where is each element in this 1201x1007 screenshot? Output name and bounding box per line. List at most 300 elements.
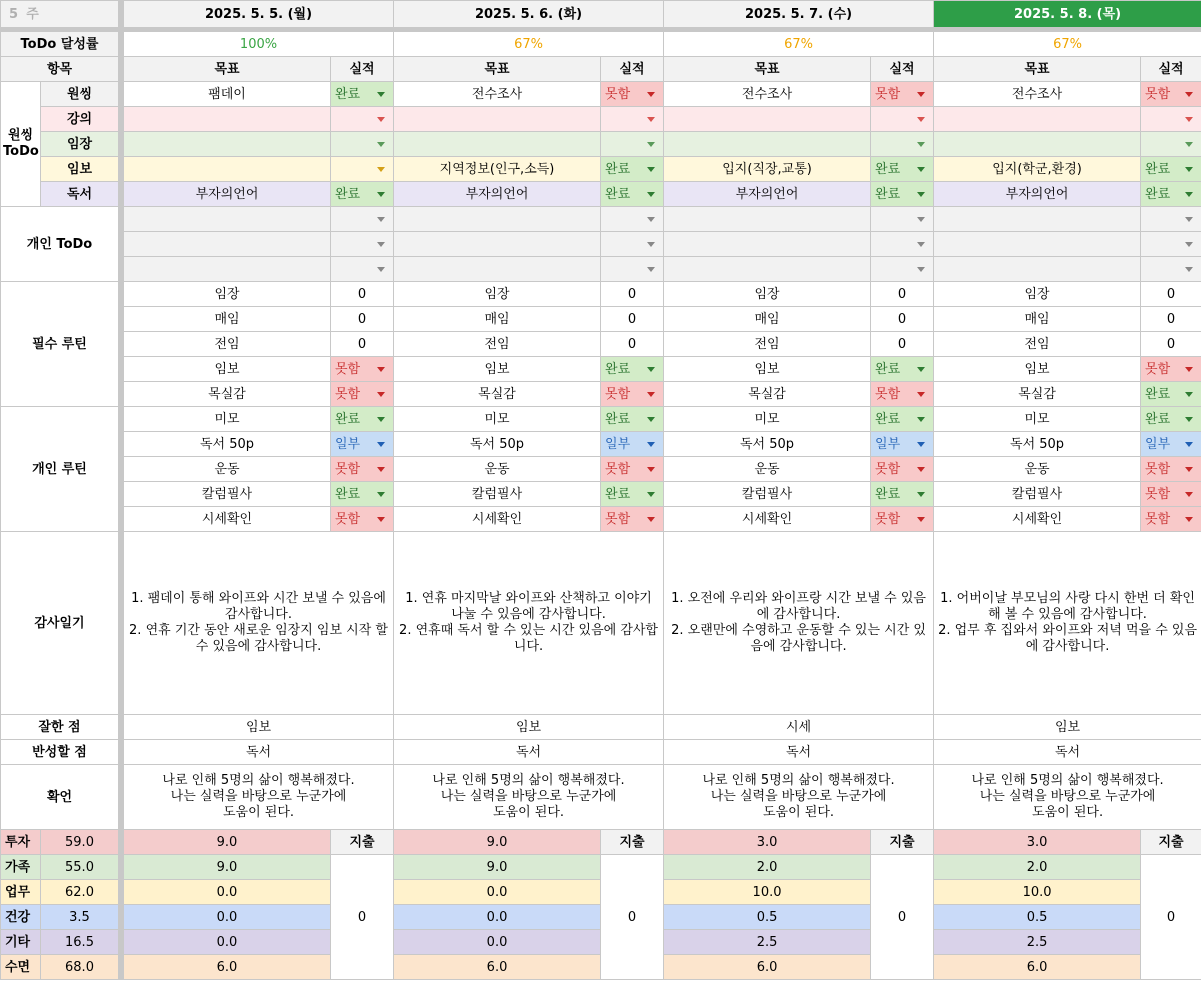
goal-cell[interactable] (394, 207, 601, 232)
routine-count[interactable]: 0 (601, 282, 664, 307)
status-dropdown[interactable] (871, 207, 934, 232)
goal-cell[interactable]: 팸데이 (124, 82, 331, 107)
status-dropdown[interactable] (331, 482, 394, 507)
good-value[interactable]: 임보 (934, 715, 1201, 740)
chevron-down-icon[interactable] (377, 217, 385, 222)
todo-rate-label: ToDo 달성률 (1, 32, 119, 57)
routine-name: 임장 (124, 282, 331, 307)
finance-value[interactable]: 2.0 (664, 855, 871, 880)
routine-count[interactable]: 0 (331, 332, 394, 357)
chevron-down-icon[interactable] (917, 242, 925, 247)
week-cell[interactable] (1, 1, 119, 28)
goal-cell[interactable] (124, 132, 331, 157)
finance-value[interactable]: 0.0 (394, 880, 601, 905)
good-value[interactable]: 임보 (124, 715, 394, 740)
status-dropdown[interactable] (331, 357, 394, 382)
result-header: 실적 (871, 57, 934, 82)
chevron-down-icon[interactable] (377, 117, 385, 122)
routine-name: 칼럼필사 (934, 482, 1141, 507)
goal-cell[interactable] (124, 157, 331, 182)
status-value: 못함 (875, 511, 901, 527)
status-dropdown[interactable] (331, 82, 394, 107)
finance-value[interactable]: 6.0 (934, 955, 1141, 980)
chevron-down-icon[interactable] (647, 467, 655, 472)
status-dropdown[interactable] (1141, 357, 1201, 382)
routine-name: 미모 (394, 407, 601, 432)
expense-value[interactable]: 0 (331, 855, 394, 980)
status-dropdown[interactable] (331, 257, 394, 282)
chevron-down-icon[interactable] (647, 167, 655, 172)
routine-name: 임보 (124, 357, 331, 382)
routine-count[interactable]: 0 (871, 332, 934, 357)
status-dropdown[interactable] (871, 157, 934, 182)
chevron-down-icon[interactable] (377, 92, 385, 97)
chevron-down-icon[interactable] (917, 367, 925, 372)
chevron-down-icon[interactable] (917, 492, 925, 497)
goal-cell[interactable]: 입지(직장,교통) (664, 157, 871, 182)
status-dropdown[interactable] (871, 132, 934, 157)
chevron-down-icon[interactable] (1185, 417, 1193, 422)
chevron-down-icon[interactable] (917, 142, 925, 147)
chevron-down-icon[interactable] (647, 392, 655, 397)
status-dropdown[interactable] (1141, 232, 1201, 257)
status-dropdown[interactable] (331, 132, 394, 157)
todo-rate-value: 67% (934, 32, 1201, 57)
finance-value[interactable]: 0.5 (934, 905, 1141, 930)
goal-cell[interactable] (664, 207, 871, 232)
status-dropdown[interactable] (1141, 257, 1201, 282)
routine-name: 임보 (664, 357, 871, 382)
goal-header: 목표 (124, 57, 331, 82)
chevron-down-icon[interactable] (647, 367, 655, 372)
reflect-value[interactable]: 독서 (124, 740, 394, 765)
wonssing-group-label: 원씽 ToDo (1, 82, 41, 207)
status-dropdown[interactable] (871, 432, 934, 457)
routine-name: 전임 (664, 332, 871, 357)
status-value: 못함 (1145, 461, 1171, 477)
status-value: 완료 (605, 186, 631, 202)
status-dropdown[interactable] (331, 207, 394, 232)
goal-cell[interactable] (664, 232, 871, 257)
finance-total: 16.5 (41, 930, 119, 955)
status-dropdown[interactable] (1141, 82, 1201, 107)
chevron-down-icon[interactable] (647, 267, 655, 272)
routine-name: 임장 (664, 282, 871, 307)
expense-value[interactable]: 0 (601, 855, 664, 980)
finance-value[interactable]: 0.5 (664, 905, 871, 930)
chevron-down-icon[interactable] (917, 117, 925, 122)
status-dropdown[interactable] (601, 107, 664, 132)
routine-count[interactable]: 0 (871, 307, 934, 332)
finance-category: 건강 (1, 905, 41, 930)
chevron-down-icon[interactable] (917, 267, 925, 272)
status-dropdown[interactable] (601, 182, 664, 207)
chevron-down-icon[interactable] (917, 417, 925, 422)
expense-header: 지출 (331, 830, 394, 855)
diary-cell[interactable] (934, 532, 1201, 715)
diary-cell[interactable] (124, 532, 394, 715)
chevron-down-icon[interactable] (917, 92, 925, 97)
chevron-down-icon[interactable] (1185, 467, 1193, 472)
goal-cell[interactable] (664, 257, 871, 282)
chevron-down-icon[interactable] (917, 517, 925, 522)
chevron-down-icon[interactable] (647, 192, 655, 197)
chevron-down-icon[interactable] (917, 392, 925, 397)
wonssing-row-label: 임보 (41, 157, 119, 182)
affirmation-line: 도움이 된다. (222, 805, 295, 820)
chevron-down-icon[interactable] (917, 467, 925, 472)
status-dropdown[interactable] (1141, 482, 1201, 507)
reflect-value[interactable]: 독서 (394, 740, 664, 765)
status-value: 완료 (335, 411, 361, 427)
routine-count[interactable]: 0 (331, 282, 394, 307)
goal-cell[interactable] (394, 107, 601, 132)
status-value: 완료 (605, 411, 631, 427)
chevron-down-icon[interactable] (917, 167, 925, 172)
goal-cell[interactable] (934, 107, 1141, 132)
wonssing-row-label: 임장 (41, 132, 119, 157)
chevron-down-icon[interactable] (1185, 192, 1193, 197)
status-dropdown[interactable] (871, 482, 934, 507)
status-dropdown[interactable] (601, 232, 664, 257)
chevron-down-icon[interactable] (1185, 92, 1193, 97)
finance-category: 수면 (1, 955, 41, 980)
goal-cell[interactable]: 전수조사 (394, 82, 601, 107)
result-header: 실적 (331, 57, 394, 82)
week-unit: 주 (26, 6, 39, 22)
finance-category: 투자 (1, 830, 41, 855)
chevron-down-icon[interactable] (647, 142, 655, 147)
chevron-down-icon[interactable] (1185, 492, 1193, 497)
chevron-down-icon[interactable] (377, 467, 385, 472)
chevron-down-icon[interactable] (1185, 167, 1193, 172)
finance-value[interactable]: 9.0 (124, 830, 331, 855)
status-dropdown[interactable] (871, 182, 934, 207)
finance-value[interactable]: 9.0 (394, 830, 601, 855)
date-header[interactable]: 2025. 5. 6. (화) (394, 1, 664, 28)
status-dropdown[interactable] (601, 357, 664, 382)
date-header[interactable]: 2025. 5. 7. (수) (664, 1, 934, 28)
chevron-down-icon[interactable] (377, 392, 385, 397)
status-dropdown[interactable] (871, 407, 934, 432)
status-dropdown[interactable] (871, 357, 934, 382)
chevron-down-icon[interactable] (647, 217, 655, 222)
date-header[interactable]: 2025. 5. 8. (목) (934, 1, 1201, 28)
goal-cell[interactable] (934, 232, 1141, 257)
status-dropdown[interactable] (601, 432, 664, 457)
status-dropdown[interactable] (601, 382, 664, 407)
good-value[interactable]: 임보 (394, 715, 664, 740)
goal-cell[interactable] (394, 232, 601, 257)
goal-cell[interactable]: 지역정보(인구,소득) (394, 157, 601, 182)
chevron-down-icon[interactable] (377, 417, 385, 422)
routine-name: 시세확인 (394, 507, 601, 532)
diary-cell[interactable] (394, 532, 664, 715)
chevron-down-icon[interactable] (1185, 517, 1193, 522)
status-value: 못함 (1145, 511, 1171, 527)
finance-value[interactable]: 9.0 (124, 855, 331, 880)
finance-value[interactable]: 6.0 (124, 955, 331, 980)
affirmation-line: 나는 실력을 바탕으로 누군가에 (440, 789, 617, 804)
status-value: 못함 (605, 386, 631, 402)
status-dropdown[interactable] (1141, 407, 1201, 432)
expense-value[interactable]: 0 (1141, 855, 1201, 980)
affirmation-line: 나는 실력을 바탕으로 누군가에 (710, 789, 887, 804)
goal-cell[interactable]: 입지(학군,환경) (934, 157, 1141, 182)
personal-todo-label: 개인 ToDo (1, 207, 119, 282)
status-value: 완료 (605, 486, 631, 502)
routine-name: 운동 (934, 457, 1141, 482)
diary-line: 2. 연휴 기간 동안 새로운 임장지 임보 시작 할 수 있음에 감사합니다. (129, 623, 388, 654)
status-dropdown[interactable] (331, 107, 394, 132)
chevron-down-icon[interactable] (647, 92, 655, 97)
goal-cell[interactable] (124, 232, 331, 257)
status-dropdown[interactable] (601, 257, 664, 282)
affirmation-line: 나는 실력을 바탕으로 누군가에 (170, 789, 347, 804)
goal-cell[interactable] (124, 107, 331, 132)
status-dropdown[interactable] (871, 257, 934, 282)
status-dropdown[interactable] (331, 232, 394, 257)
status-dropdown[interactable] (871, 457, 934, 482)
goal-cell[interactable]: 부자의언어 (124, 182, 331, 207)
diary-label: 감사일기 (1, 532, 119, 715)
status-value: 못함 (335, 361, 361, 377)
chevron-down-icon[interactable] (647, 442, 655, 447)
chevron-down-icon[interactable] (1185, 217, 1193, 222)
chevron-down-icon[interactable] (917, 442, 925, 447)
finance-value[interactable]: 0.0 (124, 880, 331, 905)
goal-header: 목표 (934, 57, 1141, 82)
status-value: 완료 (605, 161, 631, 177)
status-dropdown[interactable] (601, 407, 664, 432)
goal-cell[interactable] (394, 132, 601, 157)
status-value: 못함 (1145, 361, 1171, 377)
chevron-down-icon[interactable] (1185, 267, 1193, 272)
finance-value[interactable]: 0.0 (124, 905, 331, 930)
finance-category: 업무 (1, 880, 41, 905)
status-value: 완료 (1145, 386, 1171, 402)
finance-value[interactable]: 2.5 (934, 930, 1141, 955)
status-dropdown[interactable] (601, 482, 664, 507)
finance-total: 55.0 (41, 855, 119, 880)
personal-routine-label: 개인 루틴 (1, 407, 119, 532)
chevron-down-icon[interactable] (647, 492, 655, 497)
goal-cell[interactable] (934, 257, 1141, 282)
chevron-down-icon[interactable] (1185, 117, 1193, 122)
finance-value[interactable]: 9.0 (394, 855, 601, 880)
routine-name: 전임 (934, 332, 1141, 357)
goal-cell[interactable]: 부자의언어 (394, 182, 601, 207)
status-value: 완료 (875, 186, 901, 202)
diary-cell[interactable] (664, 532, 934, 715)
expense-header: 지출 (871, 830, 934, 855)
finance-value[interactable]: 0.0 (394, 930, 601, 955)
status-dropdown[interactable] (331, 157, 394, 182)
finance-value[interactable]: 6.0 (664, 955, 871, 980)
finance-value[interactable]: 3.0 (934, 830, 1141, 855)
chevron-down-icon[interactable] (377, 492, 385, 497)
status-dropdown[interactable] (1141, 457, 1201, 482)
routine-name: 매임 (664, 307, 871, 332)
status-dropdown[interactable] (331, 382, 394, 407)
finance-value[interactable]: 6.0 (394, 955, 601, 980)
status-value: 완료 (875, 361, 901, 377)
chevron-down-icon[interactable] (377, 142, 385, 147)
routine-name: 전임 (394, 332, 601, 357)
routine-name: 미모 (934, 407, 1141, 432)
chevron-down-icon[interactable] (377, 442, 385, 447)
goal-cell[interactable] (664, 132, 871, 157)
status-value: 일부 (335, 436, 361, 452)
chevron-down-icon[interactable] (1185, 392, 1193, 397)
status-value: 못함 (605, 461, 631, 477)
routine-name: 운동 (394, 457, 601, 482)
chevron-down-icon[interactable] (647, 517, 655, 522)
affirmation-line: 나로 인해 5명의 삶이 행복해졌다. (971, 773, 1164, 788)
chevron-down-icon[interactable] (1185, 367, 1193, 372)
chevron-down-icon[interactable] (1185, 142, 1193, 147)
chevron-down-icon[interactable] (647, 417, 655, 422)
chevron-down-icon[interactable] (377, 517, 385, 522)
chevron-down-icon[interactable] (377, 267, 385, 272)
routine-count[interactable]: 0 (1141, 307, 1201, 332)
status-value: 못함 (605, 86, 631, 102)
status-dropdown[interactable] (1141, 507, 1201, 532)
finance-value[interactable]: 2.5 (664, 930, 871, 955)
status-value: 못함 (875, 386, 901, 402)
diary-line: 1. 어버이날 부모님의 사랑 다시 한번 더 확인해 볼 수 있음에 감사합니다. (940, 591, 1195, 622)
chevron-down-icon[interactable] (377, 167, 385, 172)
goal-cell[interactable] (934, 207, 1141, 232)
status-dropdown[interactable] (1141, 382, 1201, 407)
routine-name: 칼럼필사 (124, 482, 331, 507)
chevron-down-icon[interactable] (917, 192, 925, 197)
status-dropdown[interactable] (1141, 182, 1201, 207)
chevron-down-icon[interactable] (1185, 442, 1193, 447)
finance-value[interactable]: 10.0 (664, 880, 871, 905)
finance-value[interactable]: 2.0 (934, 855, 1141, 880)
status-dropdown[interactable] (871, 507, 934, 532)
affirmation-line: 나로 인해 5명의 삶이 행복해졌다. (432, 773, 625, 788)
status-value: 완료 (1145, 411, 1171, 427)
chevron-down-icon[interactable] (377, 192, 385, 197)
goal-cell[interactable] (124, 207, 331, 232)
status-dropdown[interactable] (1141, 107, 1201, 132)
chevron-down-icon[interactable] (647, 242, 655, 247)
status-dropdown[interactable] (601, 157, 664, 182)
goal-cell[interactable] (934, 132, 1141, 157)
chevron-down-icon[interactable] (377, 367, 385, 372)
status-dropdown[interactable] (871, 382, 934, 407)
expense-header: 지출 (1141, 830, 1201, 855)
routine-name: 독서 50p (394, 432, 601, 457)
routine-name: 목실감 (934, 382, 1141, 407)
routine-count[interactable]: 0 (1141, 332, 1201, 357)
affirmation-line: 도움이 된다. (492, 805, 565, 820)
chevron-down-icon[interactable] (917, 217, 925, 222)
status-value: 못함 (335, 386, 361, 402)
finance-value[interactable]: 3.0 (664, 830, 871, 855)
status-value: 완료 (1145, 161, 1171, 177)
goal-cell[interactable]: 전수조사 (934, 82, 1141, 107)
chevron-down-icon[interactable] (377, 242, 385, 247)
status-dropdown[interactable] (331, 407, 394, 432)
goal-cell[interactable] (124, 257, 331, 282)
chevron-down-icon[interactable] (1185, 242, 1193, 247)
week-number: 5 (9, 6, 19, 22)
affirmation-cell[interactable] (394, 765, 664, 830)
status-dropdown[interactable] (1141, 157, 1201, 182)
finance-total: 3.5 (41, 905, 119, 930)
status-dropdown[interactable] (331, 182, 394, 207)
essential-routine-label: 필수 루틴 (1, 282, 119, 407)
status-dropdown[interactable] (601, 132, 664, 157)
status-dropdown[interactable] (1141, 432, 1201, 457)
goal-cell[interactable] (664, 107, 871, 132)
routine-count[interactable]: 0 (331, 307, 394, 332)
status-dropdown[interactable] (601, 457, 664, 482)
status-dropdown[interactable] (871, 232, 934, 257)
affirmation-line: 도움이 된다. (763, 805, 835, 820)
status-dropdown[interactable] (1141, 207, 1201, 232)
routine-name: 칼럼필사 (664, 482, 871, 507)
date-header[interactable]: 2025. 5. 5. (월) (124, 1, 394, 28)
reflect-value[interactable]: 독서 (934, 740, 1201, 765)
result-header: 실적 (1141, 57, 1201, 82)
status-dropdown[interactable] (331, 457, 394, 482)
status-dropdown[interactable] (331, 507, 394, 532)
diary-line: 1. 오전에 우리와 와이프랑 시간 보낼 수 있음에 감사합니다. (671, 591, 926, 622)
status-dropdown[interactable] (601, 82, 664, 107)
status-value: 못함 (605, 511, 631, 527)
expense-value[interactable]: 0 (871, 855, 934, 980)
goal-cell[interactable]: 전수조사 (664, 82, 871, 107)
finance-total: 68.0 (41, 955, 119, 980)
status-value: 완료 (605, 361, 631, 377)
routine-name: 독서 50p (934, 432, 1141, 457)
affirmation-cell[interactable] (124, 765, 394, 830)
status-dropdown[interactable] (601, 507, 664, 532)
status-value: 못함 (335, 461, 361, 477)
affirmation-cell[interactable] (934, 765, 1201, 830)
finance-value[interactable]: 0.0 (124, 930, 331, 955)
routine-count[interactable]: 0 (601, 307, 664, 332)
status-dropdown[interactable] (871, 82, 934, 107)
status-dropdown[interactable] (601, 207, 664, 232)
routine-count[interactable]: 0 (871, 282, 934, 307)
affirmation-cell[interactable] (664, 765, 934, 830)
finance-value[interactable]: 0.0 (394, 905, 601, 930)
affirmation-label: 확언 (1, 765, 119, 830)
goal-cell[interactable]: 부자의언어 (664, 182, 871, 207)
finance-total: 62.0 (41, 880, 119, 905)
finance-value[interactable]: 10.0 (934, 880, 1141, 905)
routine-count[interactable]: 0 (1141, 282, 1201, 307)
affirmation-line: 나는 실력을 바탕으로 누군가에 (979, 789, 1156, 804)
item-label: 항목 (1, 57, 119, 82)
diary-line: 2. 업무 후 집와서 와이프와 저녁 먹을 수 있음에 감사합니다. (938, 623, 1198, 654)
routine-count[interactable]: 0 (601, 332, 664, 357)
status-dropdown[interactable] (331, 432, 394, 457)
goal-cell[interactable]: 부자의언어 (934, 182, 1141, 207)
status-dropdown[interactable] (1141, 132, 1201, 157)
status-value: 완료 (1145, 186, 1171, 202)
goal-cell[interactable] (394, 257, 601, 282)
good-value[interactable]: 시세 (664, 715, 934, 740)
chevron-down-icon[interactable] (647, 117, 655, 122)
reflect-value[interactable]: 독서 (664, 740, 934, 765)
status-dropdown[interactable] (871, 107, 934, 132)
